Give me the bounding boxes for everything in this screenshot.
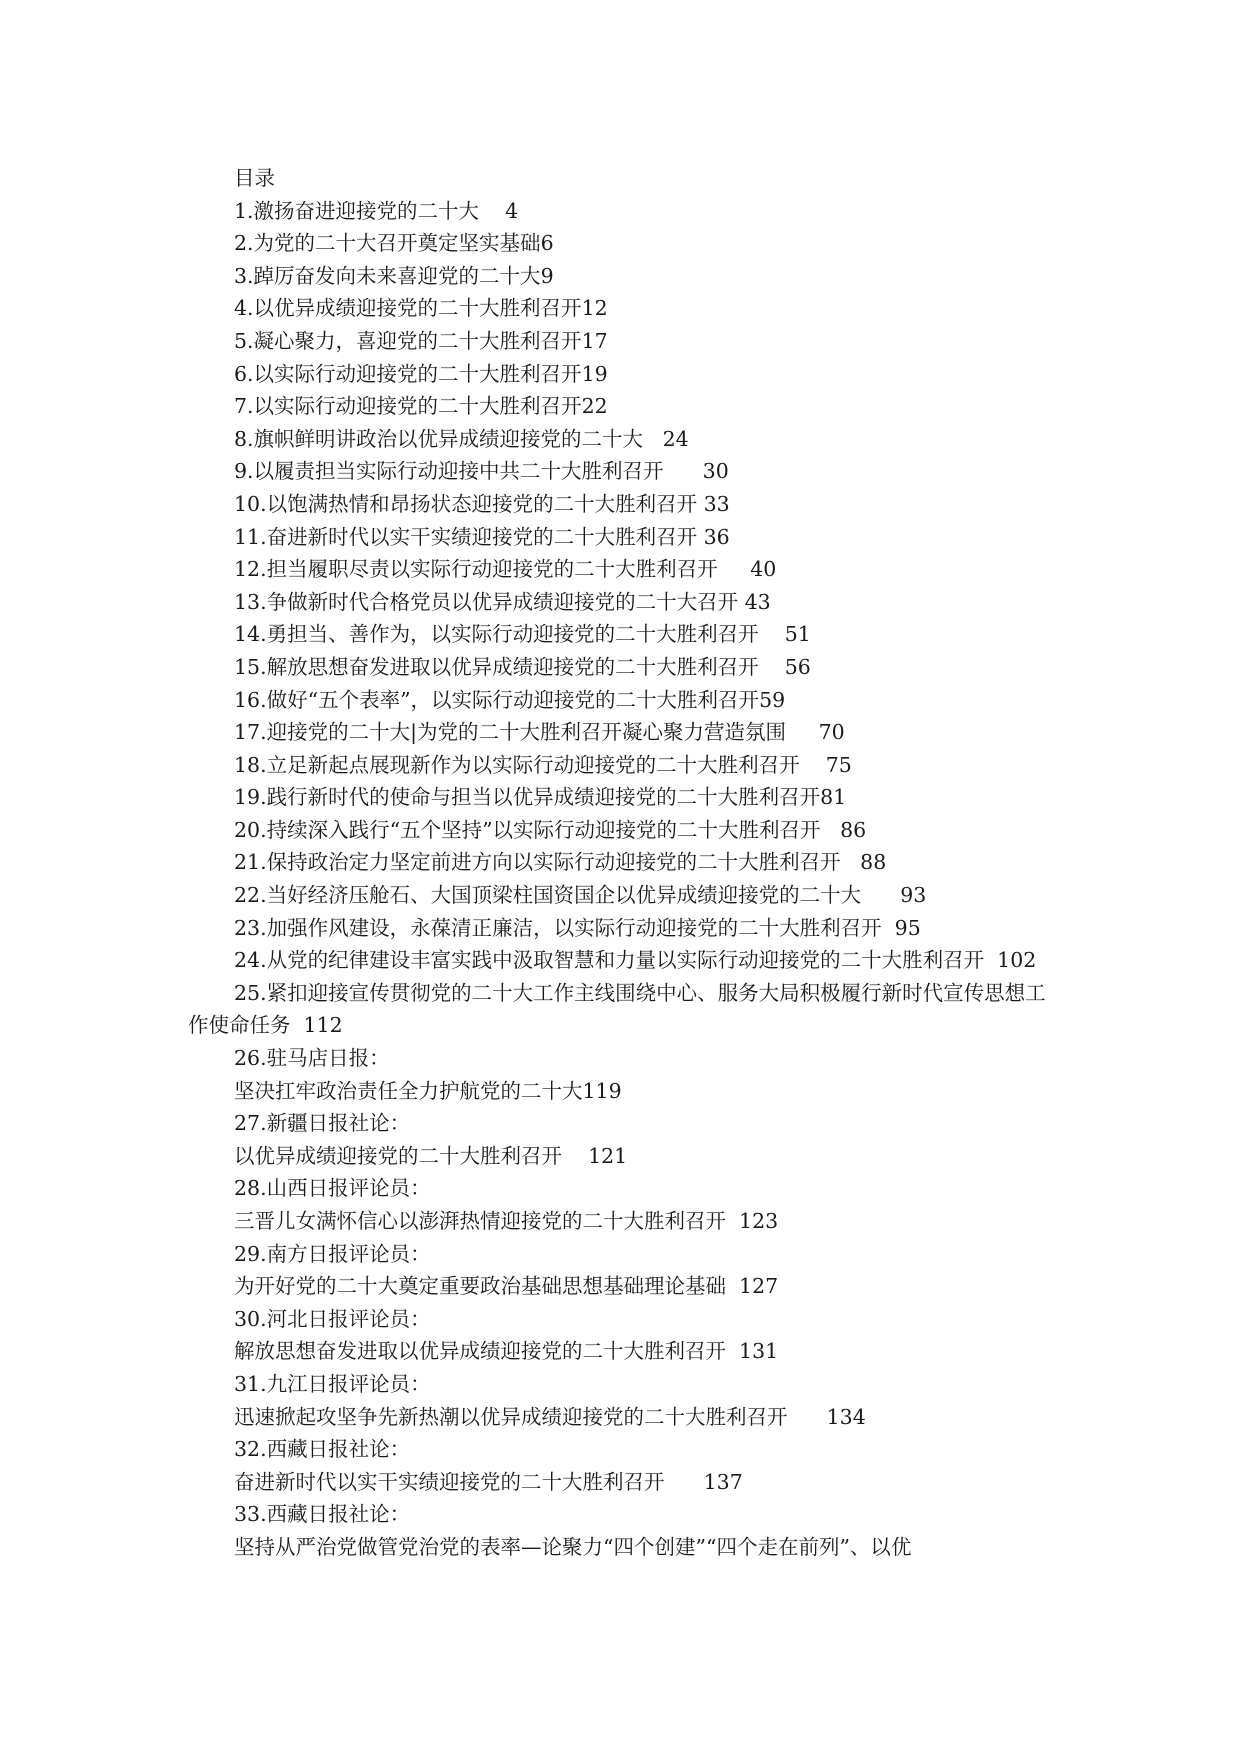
toc-entry-title: 26.驻马店日报：	[234, 1046, 390, 1071]
toc-entry	[188, 1042, 1060, 1075]
toc-entry-title: 19.践行新时代的使命与担当以优异成绩迎接党的二十大胜利召开	[234, 785, 821, 810]
toc-entry-gap	[726, 1209, 739, 1233]
toc-entry-page-number: 81	[820, 785, 847, 810]
toc-entry	[188, 1368, 1060, 1401]
toc-entry-gap	[759, 622, 785, 646]
toc-entry-title: 13.争做新时代合格党员以优异成绩迎接党的二十大召开	[234, 589, 739, 614]
toc-entry-page-number: 131	[739, 1339, 779, 1364]
toc-entry-page-number: 119	[582, 1078, 622, 1103]
toc-entry-title: 12.担当履职尽责以实际行动迎接党的二十大胜利召开	[234, 557, 718, 582]
toc-entry-gap	[882, 916, 895, 940]
toc-entry	[188, 195, 1060, 228]
toc-entry-gap	[841, 850, 861, 874]
table-of-contents	[188, 162, 1060, 1564]
toc-entry	[188, 1335, 1060, 1368]
toc-entry-title: 5.凝心聚力，喜迎党的二十大胜利召开	[234, 328, 582, 353]
toc-entry-page-number: 137	[703, 1469, 743, 1494]
toc-entry-title: 三晋儿女满怀信心以澎湃热情迎接党的二十大胜利召开	[234, 1209, 726, 1233]
toc-entry	[188, 846, 1060, 879]
toc-entry	[188, 1140, 1060, 1173]
toc-entry-title: 15.解放思想奋发进取以优异成绩迎接党的二十大胜利召开	[234, 654, 759, 679]
toc-entry	[188, 260, 1060, 293]
toc-entry-page-number: 121	[588, 1143, 628, 1168]
toc-entries	[188, 195, 1060, 1564]
toc-entry-page-number: 134	[826, 1404, 866, 1429]
toc-entry	[188, 586, 1060, 619]
toc-entry	[188, 716, 1060, 749]
toc-entry	[188, 684, 1060, 717]
toc-entry	[188, 1172, 1060, 1205]
toc-entry-gap	[788, 1405, 827, 1429]
toc-entry-page-number: 33	[703, 491, 730, 516]
toc-entry-page-number: 40	[750, 557, 777, 582]
toc-entry-page-number: 22	[581, 394, 608, 419]
toc-entry	[188, 618, 1060, 651]
toc-entry-gap	[291, 1013, 304, 1037]
toc-entry-title: 2.为党的二十大召开奠定坚实基础	[234, 231, 541, 256]
toc-entry-page-number: 43	[744, 589, 771, 614]
toc-entry	[188, 912, 1060, 945]
toc-entry-gap	[984, 948, 997, 972]
toc-entry-gap	[479, 199, 505, 223]
toc-entry	[188, 749, 1060, 782]
toc-entry-title: 25.紧扣迎接宣传贯彻党的二十大工作主线围绕中心、服务大局积极履行新时代宣传思想工作使命任务	[188, 980, 1046, 1038]
toc-entry-page-number: 56	[784, 654, 811, 679]
toc-entry	[188, 488, 1060, 521]
toc-entry-title: 23.加强作风建设，永葆清正廉洁，以实际行动迎接党的二十大胜利召开	[234, 915, 882, 940]
toc-entry	[188, 358, 1060, 391]
toc-entry	[188, 455, 1060, 488]
toc-entry-title: 28.山西日报评论员：	[234, 1176, 431, 1201]
toc-entry-title: 以优异成绩迎接党的二十大胜利召开	[234, 1143, 562, 1168]
toc-entry-title: 7.以实际行动迎接党的二十大胜利召开	[234, 394, 582, 419]
toc-entry	[188, 390, 1060, 423]
toc-entry	[188, 977, 1060, 1042]
toc-entry-page-number: 59	[759, 687, 786, 712]
toc-entry-page-number: 9	[540, 263, 554, 288]
toc-entry	[188, 1433, 1060, 1466]
toc-entry-title: 奋进新时代以实干实绩迎接党的二十大胜利召开	[234, 1469, 665, 1494]
toc-entry-title: 8.旗帜鲜明讲政治以优异成绩迎接党的二十大	[234, 426, 644, 451]
toc-entry-page-number: 30	[702, 459, 729, 484]
toc-entry-page-number: 95	[894, 915, 921, 940]
toc-entry	[188, 814, 1060, 847]
toc-entry-title: 为开好党的二十大奠定重要政治基础思想基础理论基础	[234, 1274, 726, 1299]
toc-entry-title: 17.迎接党的二十大|为党的二十大胜利召开凝心聚力营造氛围	[234, 720, 787, 745]
toc-entry	[188, 423, 1060, 456]
toc-entry-title: 10.以饱满热情和昂扬状态迎接党的二十大胜利召开	[234, 491, 698, 516]
toc-entry	[188, 227, 1060, 260]
toc-entry	[188, 1498, 1060, 1531]
toc-entry-title: 27.新疆日报社论：	[234, 1111, 411, 1136]
toc-entry-gap	[726, 1274, 739, 1298]
toc-entry-gap	[665, 1470, 704, 1494]
toc-entry-title: 解放思想奋发进取以优异成绩迎接党的二十大胜利召开	[234, 1339, 726, 1364]
toc-entry-title: 21.保持政治定力坚定前进方向以实际行动迎接党的二十大胜利召开	[234, 850, 841, 875]
toc-entry-title: 1.激扬奋进迎接党的二十大	[234, 198, 480, 223]
toc-entry-title: 33.西藏日报社论：	[234, 1502, 411, 1527]
toc-entry-gap	[562, 1144, 588, 1168]
toc-entry-title: 9.以履责担当实际行动迎接中共二十大胜利召开	[234, 459, 664, 484]
toc-entry-gap	[821, 818, 841, 842]
toc-entry-page-number: 88	[860, 850, 887, 875]
toc-entry-title: 29.南方日报评论员：	[234, 1241, 431, 1266]
toc-entry-title: 迅速掀起攻坚争先新热潮以优异成绩迎接党的二十大胜利召开	[234, 1404, 788, 1429]
toc-entry-title: 22.当好经济压舱石、大国顶梁柱国资国企以优异成绩迎接党的二十大	[234, 883, 862, 908]
toc-entry	[188, 325, 1060, 358]
toc-entry-gap	[861, 883, 900, 907]
toc-entry	[188, 292, 1060, 325]
toc-entry-page-number: 123	[739, 1209, 779, 1233]
toc-entry-title: 30.河北日报评论员：	[234, 1306, 431, 1331]
toc-entry-page-number: 24	[662, 426, 689, 451]
toc-entry-title: 14.勇担当、善作为，以实际行动迎接党的二十大胜利召开	[234, 622, 759, 647]
toc-entry-title: 坚决扛牢政治责任全力护航党的二十大	[234, 1078, 583, 1103]
toc-entry-title: 16.做好“五个表率”，以实际行动迎接党的二十大胜利召开	[234, 687, 760, 712]
toc-entry-gap	[800, 753, 826, 777]
toc-entry-page-number: 12	[581, 296, 608, 321]
toc-entry-page-number: 70	[818, 720, 845, 745]
toc-entry-page-number: 19	[581, 361, 608, 386]
toc-entry-title: 18.立足新起点展现新作为以实际行动迎接党的二十大胜利召开	[234, 752, 800, 777]
toc-entry-page-number: 102	[997, 948, 1037, 973]
toc-entry-title: 坚持从严治党做管党治党的表率—论聚力“四个创建”“四个走在前列”、以优	[234, 1534, 912, 1559]
toc-entry	[188, 1270, 1060, 1303]
toc-entry	[188, 1466, 1060, 1499]
toc-entry-gap	[726, 1339, 739, 1363]
toc-entry-gap	[643, 427, 663, 451]
toc-entry	[188, 1107, 1060, 1140]
toc-entry	[188, 553, 1060, 586]
toc-entry-title: 6.以实际行动迎接党的二十大胜利召开	[234, 361, 582, 386]
toc-entry	[188, 1303, 1060, 1336]
toc-entry-title: 31.九江日报评论员：	[234, 1371, 431, 1396]
toc-entry-page-number: 93	[900, 883, 927, 908]
toc-entry-page-number: 127	[739, 1274, 779, 1299]
toc-entry-page-number: 112	[303, 1013, 343, 1038]
toc-entry	[188, 1205, 1060, 1238]
toc-entry-page-number: 4	[505, 198, 519, 223]
toc-entry-page-number: 75	[825, 752, 852, 777]
toc-entry-page-number: 86	[840, 817, 867, 842]
toc-entry-title: 3.踔厉奋发向未来喜迎党的二十大	[234, 263, 541, 288]
toc-entry	[188, 1238, 1060, 1271]
toc-entry	[188, 781, 1060, 814]
toc-entry-title: 24.从党的纪律建设丰富实践中汲取智慧和力量以实际行动迎接党的二十大胜利召开	[234, 948, 985, 973]
toc-entry-page-number: 17	[581, 328, 608, 353]
toc-entry	[188, 1401, 1060, 1434]
toc-entry	[188, 879, 1060, 912]
toc-entry	[188, 944, 1060, 977]
toc-title: 目录	[234, 166, 275, 190]
toc-entry-page-number: 6	[540, 231, 554, 256]
toc-entry-gap	[664, 459, 703, 483]
toc-entry-page-number: 36	[703, 524, 730, 549]
toc-entry-title: 32.西藏日报社论：	[234, 1437, 411, 1462]
toc-entry	[188, 1531, 1060, 1564]
toc-entry-page-number: 51	[784, 622, 811, 647]
toc-entry	[188, 1075, 1060, 1108]
toc-entry-gap	[786, 720, 819, 744]
toc-entry-title: 4.以优异成绩迎接党的二十大胜利召开	[234, 296, 582, 321]
toc-entry-gap	[718, 557, 751, 581]
toc-entry-title: 11.奋进新时代以实干实绩迎接党的二十大胜利召开	[234, 524, 698, 549]
toc-entry	[188, 651, 1060, 684]
toc-entry-gap	[759, 655, 785, 679]
toc-entry	[188, 521, 1060, 554]
toc-entry-title: 20.持续深入践行“五个坚持”以实际行动迎接党的二十大胜利召开	[234, 817, 821, 842]
